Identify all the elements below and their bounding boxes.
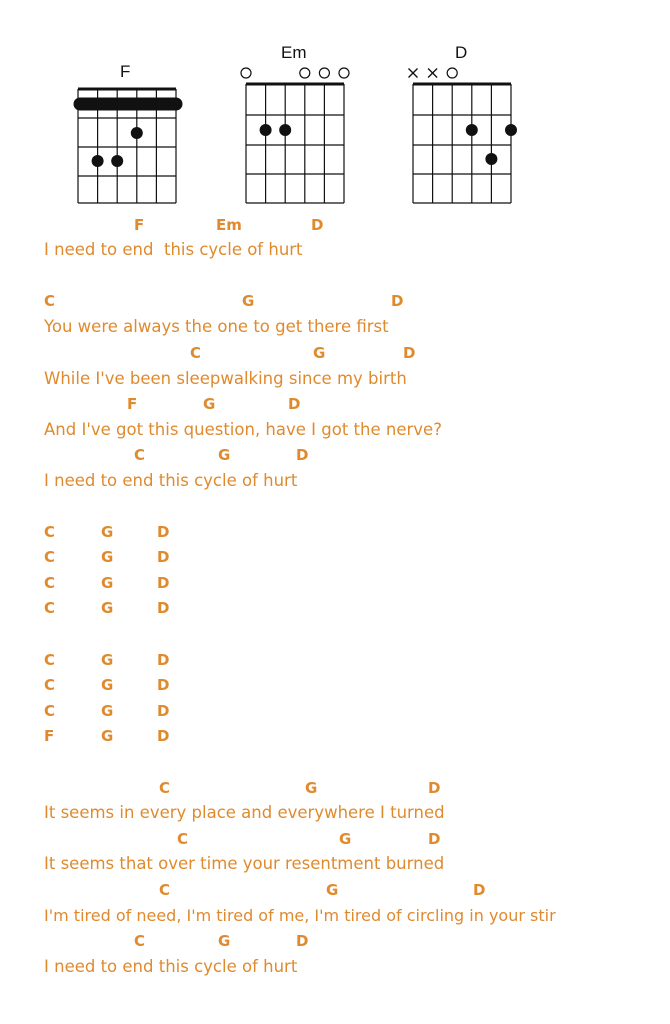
chord-label: G <box>101 651 114 669</box>
chord-label: G <box>203 395 216 413</box>
chord-label: G <box>218 932 231 950</box>
muted-string-marker <box>409 69 418 78</box>
chord-label: C <box>134 446 146 464</box>
chord-label: D <box>157 651 170 669</box>
finger-dot <box>92 155 104 167</box>
finger-dot <box>505 124 517 136</box>
lyric-line: I need to end this cycle of hurt <box>44 240 303 259</box>
chord-name: F <box>120 62 131 81</box>
chord-label: G <box>101 548 114 566</box>
chord-label: G <box>101 599 114 617</box>
lyric-line: It seems in every place and everywhere I turned <box>44 803 445 822</box>
chord-label: D <box>428 830 441 848</box>
finger-dot <box>279 124 291 136</box>
chord-label: G <box>101 727 114 745</box>
chord-label: C <box>159 881 171 899</box>
chord-label: D <box>157 727 170 745</box>
chord-label: G <box>242 292 255 310</box>
chord-diagrams <box>0 0 670 215</box>
chord-label: C <box>44 599 56 617</box>
chord-label: G <box>326 881 339 899</box>
open-string-marker <box>241 68 251 78</box>
finger-dot <box>131 127 143 139</box>
chord-label: C <box>44 523 56 541</box>
chord-label: C <box>159 779 171 797</box>
chord-label: D <box>296 446 309 464</box>
chord-label: D <box>157 523 170 541</box>
chord-diagram-em <box>241 68 349 203</box>
chord-label: C <box>44 702 56 720</box>
chord-label: D <box>311 216 324 234</box>
lyric-line: It seems that over time your resentment burned <box>44 854 445 873</box>
chord-label: C <box>44 292 56 310</box>
chord-label: C <box>134 932 146 950</box>
open-string-marker <box>339 68 349 78</box>
chord-label: C <box>44 548 56 566</box>
chord-label: C <box>44 651 56 669</box>
chord-label: D <box>157 702 170 720</box>
chord-diagram-f <box>78 89 176 203</box>
lyric-line: I need to end this cycle of hurt <box>44 471 298 490</box>
chord-label: G <box>339 830 352 848</box>
chord-label: G <box>101 676 114 694</box>
finger-dot <box>260 124 272 136</box>
lyric-line: While I've been sleepwalking since my birth <box>44 369 407 388</box>
chord-label: G <box>101 702 114 720</box>
chord-label: C <box>44 574 56 592</box>
chord-label: D <box>391 292 404 310</box>
chord-label: D <box>157 599 170 617</box>
open-string-marker <box>447 68 457 78</box>
chord-label: D <box>296 932 309 950</box>
chord-label: G <box>101 574 114 592</box>
chord-label: F <box>127 395 138 413</box>
chord-label: D <box>428 779 441 797</box>
chord-label: Em <box>216 216 242 234</box>
chord-label: F <box>134 216 145 234</box>
chord-label: D <box>473 881 486 899</box>
open-string-marker <box>319 68 329 78</box>
finger-dot <box>111 155 123 167</box>
chord-label: C <box>177 830 189 848</box>
chord-label: C <box>190 344 202 362</box>
finger-dot <box>466 124 478 136</box>
lyric-line: I'm tired of need, I'm tired of me, I'm tired of circling in your stir <box>44 906 556 925</box>
chord-name: Em <box>281 43 307 62</box>
chord-label: G <box>218 446 231 464</box>
chord-label: D <box>288 395 301 413</box>
chord-diagram-d <box>409 68 518 203</box>
finger-dot <box>485 153 497 165</box>
lyric-line: I need to end this cycle of hurt <box>44 957 298 976</box>
chord-name: D <box>455 43 468 62</box>
chord-label: G <box>313 344 326 362</box>
chord-label: G <box>101 523 114 541</box>
lyric-line: And I've got this question, have I got the nerve? <box>44 420 442 439</box>
chord-label: D <box>157 574 170 592</box>
chord-label: D <box>157 676 170 694</box>
muted-string-marker <box>428 69 437 78</box>
open-string-marker <box>300 68 310 78</box>
chord-label: D <box>157 548 170 566</box>
chord-label: F <box>44 727 55 745</box>
chord-label: G <box>305 779 318 797</box>
chord-label: C <box>44 676 56 694</box>
chord-label: D <box>403 344 416 362</box>
lyric-line: You were always the one to get there first <box>44 317 389 336</box>
